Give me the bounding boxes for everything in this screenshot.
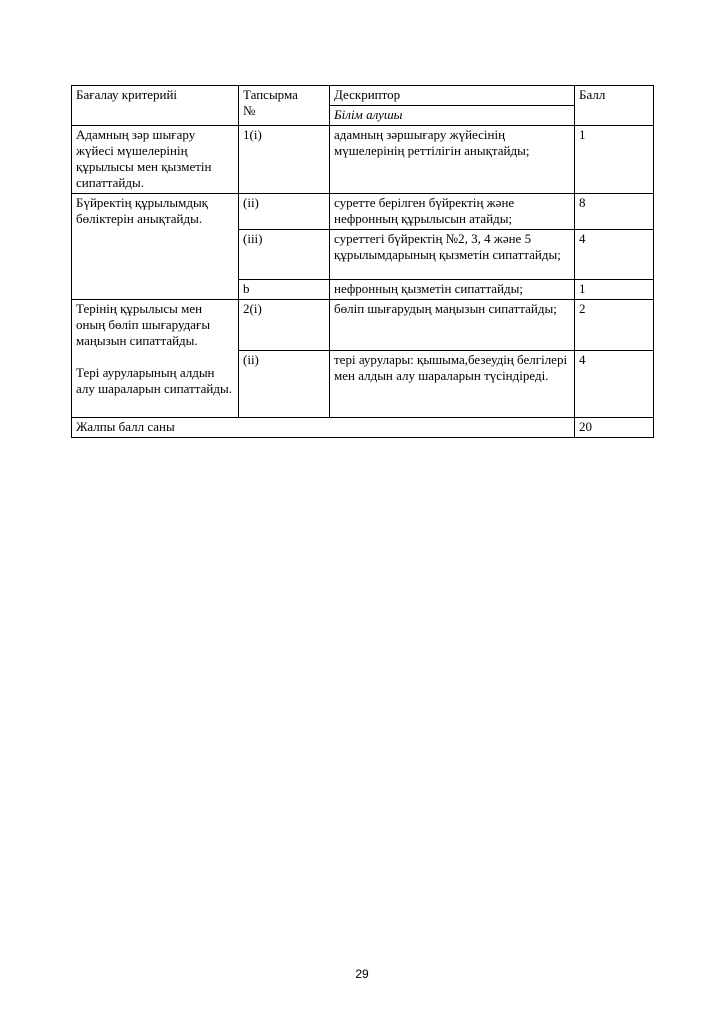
score-cell: 1 [575, 126, 654, 194]
score-cell: 1 [575, 280, 654, 300]
header-task-line2: № [243, 103, 256, 118]
score-cell: 2 [575, 300, 654, 351]
descriptor-cell: тері аурулары: қышыма,безеудің белгілері мен алдын алу шараларын түсіндіреді. [330, 351, 575, 418]
header-criteria: Бағалау критерийі [72, 86, 239, 126]
task-cell: b [239, 280, 330, 300]
header-score: Балл [575, 86, 654, 126]
header-task [239, 86, 330, 126]
descriptor-cell: суретте берілген бүйректің және нефронның құрылысын атайды; [330, 194, 575, 230]
total-row [72, 418, 654, 438]
criteria-text-prevention: Тері ауруларының алдын алу шараларын сипаттайды. [76, 365, 232, 396]
score-cell: 4 [575, 351, 654, 418]
score-cell: 4 [575, 230, 654, 280]
criteria-text-structure: Терінің құрылысы мен оның бөліп шығарудағы маңызын сипаттайды. [76, 301, 211, 348]
descriptor-cell: адамның зәршығару жүйесінің мүшелерінің реттілігін анықтайды; [330, 126, 575, 194]
criteria-cell [72, 300, 239, 418]
page-number: 29 [355, 967, 369, 981]
criteria-cell: Адамның зәр шығару жүйесі мүшелерінің құрылысы мен қызметін сипаттайды. [72, 126, 239, 194]
criteria-cell: Бүйректің құрылымдық бөліктерін анықтайды. [72, 194, 239, 300]
descriptor-cell: бөліп шығарудың маңызын сипаттайды; [330, 300, 575, 351]
descriptor-cell: нефронның қызметін сипаттайды; [330, 280, 575, 300]
header-descriptor-subtitle: Білім алушы [330, 106, 575, 126]
total-label: Жалпы балл саны [72, 418, 575, 438]
task-cell: 1(i) [239, 126, 330, 194]
header-task-line1: Тапсырма [243, 87, 298, 102]
table-row [72, 126, 654, 194]
assessment-rubric-table [71, 85, 654, 438]
task-cell: (ii) [239, 351, 330, 418]
descriptor-cell: суреттегі бүйректің №2, 3, 4 және 5 құрылымдарының қызметін сипаттайды; [330, 230, 575, 280]
table-row [72, 300, 654, 351]
total-value: 20 [575, 418, 654, 438]
table-header-row [72, 86, 654, 106]
task-cell: (ii) [239, 194, 330, 230]
task-cell: 2(i) [239, 300, 330, 351]
header-descriptor: Дескриптор [330, 86, 575, 106]
score-cell: 8 [575, 194, 654, 230]
task-cell: (iii) [239, 230, 330, 280]
table-row [72, 194, 654, 230]
